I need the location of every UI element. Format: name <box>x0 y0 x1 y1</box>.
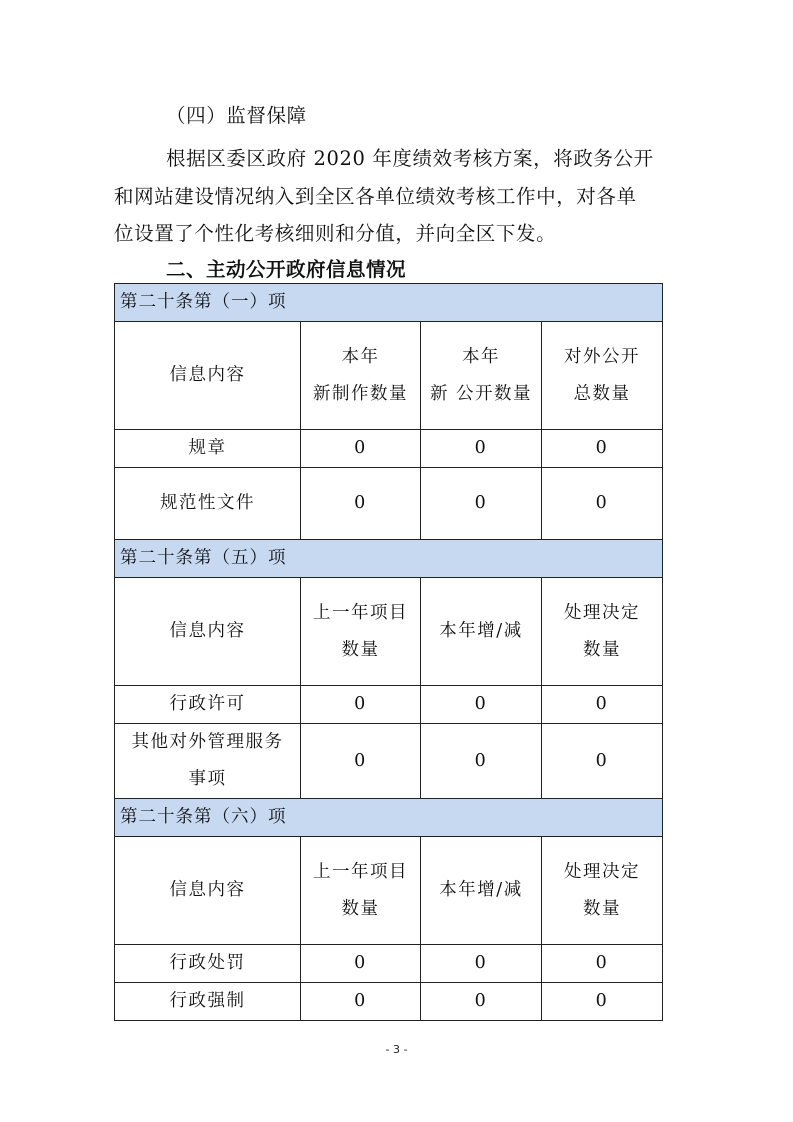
row-label: 行政许可 <box>115 686 301 724</box>
header-cell: 本年 新 公开数量 <box>421 322 542 430</box>
page-number: - 3 - <box>385 1043 408 1056</box>
section-title: 第二十条第（五）项 <box>115 540 663 578</box>
value-cell: 0 <box>542 983 663 1021</box>
value-cell: 0 <box>542 430 663 468</box>
value-cell: 0 <box>301 468 421 540</box>
value-cell: 0 <box>301 945 421 983</box>
row-label: 规范性文件 <box>115 468 301 540</box>
value-cell: 0 <box>542 724 663 799</box>
disclosure-table <box>114 283 663 1021</box>
value-cell: 0 <box>421 945 542 983</box>
subheading-supervision: （四）监督保障 <box>166 104 307 127</box>
header-cell: 对外公开 总数量 <box>542 322 663 430</box>
value-cell: 0 <box>421 468 542 540</box>
section-title: 第二十条第（六）项 <box>115 799 663 837</box>
value-cell: 0 <box>421 983 542 1021</box>
section-title: 第二十条第（一）项 <box>115 284 663 322</box>
value-cell: 0 <box>421 686 542 724</box>
value-cell: 0 <box>301 430 421 468</box>
value-cell: 0 <box>421 430 542 468</box>
header-cell: 信息内容 <box>115 322 301 430</box>
header-cell: 处理决定 数量 <box>542 578 663 686</box>
header-cell: 上一年项目 数量 <box>301 578 421 686</box>
header-cell: 处理决定 数量 <box>542 837 663 945</box>
row-label: 行政处罚 <box>115 945 301 983</box>
value-cell: 0 <box>301 724 421 799</box>
section-heading: 二、主动公开政府信息情况 <box>166 258 407 281</box>
header-cell: 信息内容 <box>115 578 301 686</box>
paragraph-line-3: 位设置了个性化考核细则和分值，并向全区下发。 <box>114 222 557 245</box>
row-label: 其他对外管理服务 事项 <box>115 724 301 799</box>
header-cell: 本年 新制作数量 <box>301 322 421 430</box>
header-cell: 本年增/减 <box>421 837 542 945</box>
header-cell: 本年增/减 <box>421 578 542 686</box>
value-cell: 0 <box>301 686 421 724</box>
header-cell: 上一年项目 数量 <box>301 837 421 945</box>
value-cell: 0 <box>301 983 421 1021</box>
value-cell: 0 <box>542 686 663 724</box>
paragraph-line-1: 根据区委区政府 2020 年度绩效考核方案，将政务公开 <box>166 147 654 170</box>
paragraph-line-2: 和网站建设情况纳入到全区各单位绩效考核工作中，对各单 <box>114 185 637 208</box>
header-cell: 信息内容 <box>115 837 301 945</box>
value-cell: 0 <box>542 945 663 983</box>
value-cell: 0 <box>421 724 542 799</box>
value-cell: 0 <box>542 468 663 540</box>
row-label: 规章 <box>115 430 301 468</box>
row-label: 行政强制 <box>115 983 301 1021</box>
